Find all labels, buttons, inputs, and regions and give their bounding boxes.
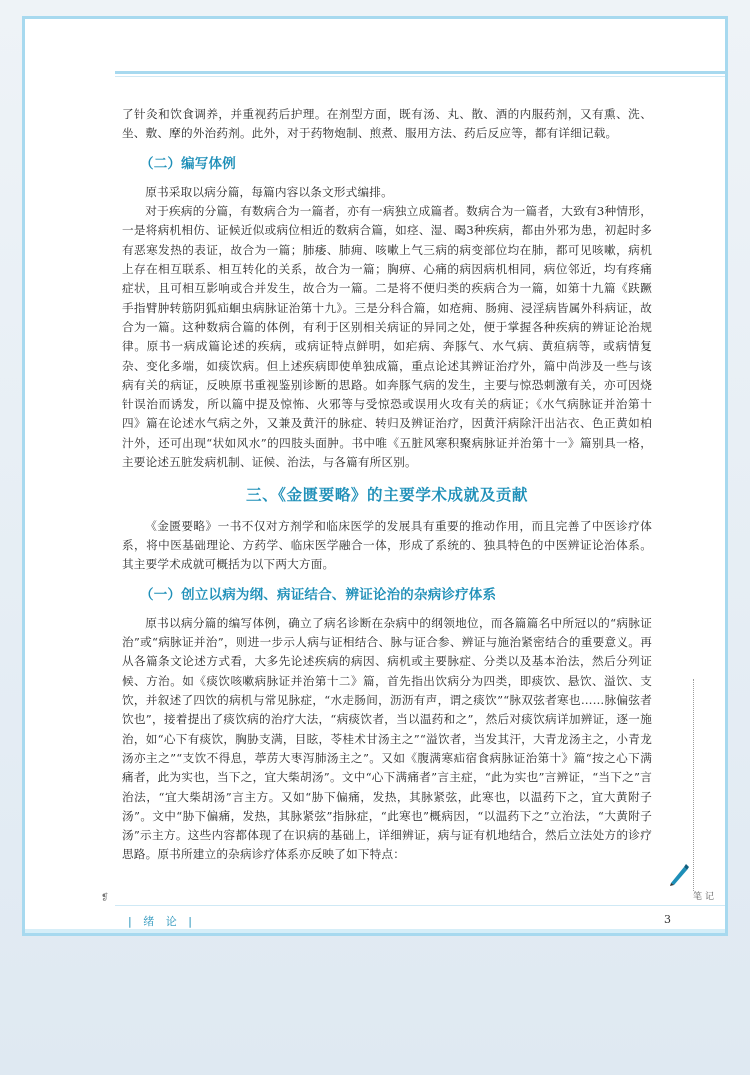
notes-label: 笔记 [693, 892, 718, 902]
corner-mark: ❡ [101, 893, 109, 903]
header-rule-thin [115, 76, 725, 77]
paragraph: 原书以病分篇的编写体例，确立了病名诊断在杂病中的纲领地位，而各篇篇名中所冠以的“病脉证治”或“病脉证并治”，则进一步示人病与证相结合、脉与证合参、辨证与施治紧密结合的重要意义。再从各篇条文论述方式看，大多先论述疾病的病因、病机或主要脉症、分类以及基本治法，然后分列证候、方治。如《痰饮咳嗽病脉证并治第十二》篇，首先指出饮病分为四类，即痰饮、悬饮、溢饮、支饮，并叙述了四饮的病机与常见脉症，“水走肠间，沥沥有声，谓之痰饮”“脉双弦者寒也……脉偏弦者饮也”，接着提出了痰饮病的治疗大法，“病痰饮者，当以温药和之”，然后对痰饮病详加辨证，逐一施治，如“心下有痰饮，胸胁支满，目眩，苓桂术甘汤主之”“溢饮者，当发其汗，大青龙汤主之，小青龙汤亦主之”“支饮不得息，葶苈大枣泻肺汤主之”。又如《腹满寒疝宿食病脉证治第十》篇“按之心下满痛者，此为实也，当下之，宜大柴胡汤”。文中“心下满痛者”言主症，“此为实也”言辨证，“当下之”言治法，“宜大柴胡汤”言主方。又如“胁下偏痛，发热，其脉紧弦，此寒也，以温药下之，宜大黄附子汤”。文中“胁下偏痛，发热，其脉紧弦”指脉症，“此寒也”概病因，“以温药下之”立治法，“大黄附子汤”示主方。这些内容都体现了在识病的基础上，详细辨证，病与证有机地结合，然后立法处方的诊疗思路。原书所建立的杂病诊疗体系亦反映了如下特点： [122, 615, 652, 862]
notes-margin-line [693, 679, 694, 891]
footer-rule [115, 905, 725, 906]
book-page [22, 16, 728, 936]
subsection-heading-writing-style: （二）编写体例 [140, 155, 236, 172]
paragraph: 对于疾病的分篇，有数病合为一篇者，亦有一病独立成篇者。数病合为一篇者，大致有3种情形，一是将病机相仿、证候近似或病位相近的数病合篇，如痉、湿、暍3种疾病，都由外邪为患，初起时多有恶寒发热的表证，故合为一篇；肺痿、肺痈、咳嗽上气三病的病变部位均在肺，都可见咳嗽，病机上存在相互联系、相互转化的关系，故合为一篇；胸痹、心痛的病因病机相同，病位邻近，均有疼痛症状，且可相互影响或合并发生，故合为一篇。二是将不便归类的疾病合为一篇，如第十九篇《趺蹶手指臂肿转筋阴狐疝蛔虫病脉证治第十九》。三是分科合篇，如疮痈、肠痈、浸淫病皆属外科病证，故合为一篇。这种数病合篇的体例，有利于区别相关病证的异同之处，便于掌握各种疾病的辨证论治规律。原书一病成篇论述的疾病，或病证特点鲜明，如疟病、奔豚气、水气病、黄疸病等，或病情复杂、变化多端，如痰饮病。但上述疾病即使单独成篇，重点论述其辨证治疗外，篇中尚涉及一些与该病有关的病证，反映原书重视鉴别诊断的思路。如奔豚气病的发生，主要与惊恐刺激有关，亦可因烧针误治而诱发，所以篇中提及惊怖、火邪等与受惊恐或误用火攻有关的病证；《水气病脉证并治第十四》篇在论述水气病之外，又兼及黄汗的脉症、转归及辨证治疗，因黄汗病除汗出沾衣、色正黄如柏汁外，还可出现“状如风水”的四肢头面肿。书中唯《五脏风寒积聚病脉证并治第十一》篇别具一格，主要论述五脏发病机制、证候、治法，与各篇有所区别。 [122, 204, 652, 470]
section-heading-achievements: 三、《金匮要略》的主要学术成就及贡献 [245, 486, 529, 505]
subsection-heading-diagnosis-system: （一）创立以病为纲、病证结合、辨证论治的杂病诊疗体系 [140, 586, 497, 603]
paragraph-continued: 了针灸和饮食调养，并重视药后护理。在剂型方面，既有汤、丸、散、酒的内服药剂，又有熏、洗、坐、敷、摩的外治药剂。此外，对于药物炮制、煎煮、服用方法、药后反应等，都有详细记载。 [122, 107, 652, 141]
page-body [122, 105, 652, 865]
header-rule [115, 71, 725, 74]
footer-chapter-title: | 绪 论 | [128, 915, 196, 928]
footer-strip [25, 929, 725, 933]
paragraph: 《金匮要略》一书不仅对方剂学和临床医学的发展具有重要的推动作用，而且完善了中医诊疗体系，将中医基础理论、方药学、临床医学融合一体，形成了系统的、独具特色的中医辨证论治体系。其主要学术成就可概括为以下两大方面。 [122, 518, 652, 572]
paragraph: 原书采取以病分篇，每篇内容以条文形式编排。 [145, 184, 393, 199]
page-number: 3 [664, 913, 671, 926]
pen-icon [667, 861, 691, 891]
